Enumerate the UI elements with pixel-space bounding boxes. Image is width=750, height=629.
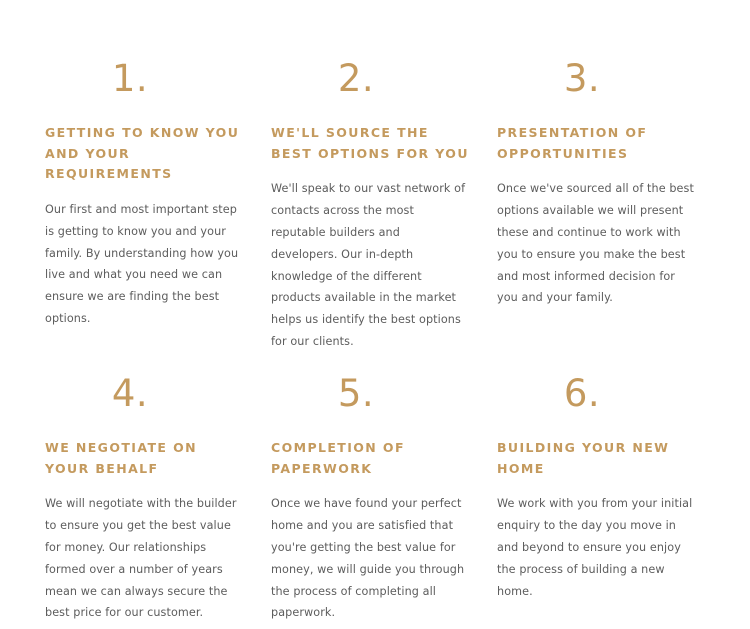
step-body-6: We work with you from your initial enquiry to the day you move in and beyond to ensure you enjoy the process of building a new home. [497, 497, 693, 598]
step-card-5 [271, 372, 497, 624]
step-card-4 [45, 372, 271, 624]
step-body-5: Once we have found your perfect home and you are satisfied that you're getting the best value for money, we will guide you through the process of completing all paperwork. [271, 497, 465, 620]
step-card-2 [271, 57, 497, 353]
step-title-4: WE NEGOTIATE ON YOUR BEHALF [45, 440, 197, 476]
step-body-3: Once we've sourced all of the best options available we will present these and continue to work with you to ensure you make the best and most informed decision for you and your family. [497, 182, 694, 305]
step-number-2: 2. [337, 57, 375, 100]
step-body-4: We will negotiate with the builder to ensure you get the best value for money. Our relationships formed over a number of years mean we can always secure the best price for our customer. [45, 497, 237, 620]
step-title-6: BUILDING YOUR NEW HOME [497, 440, 670, 476]
step-body-1: Our first and most important step is getting to know you and your family. By understanding how you live and what you need we can ensure we are finding the best options. [45, 202, 239, 326]
steps-grid [45, 57, 705, 624]
step-number-5: 5. [337, 372, 375, 415]
step-card-1 [45, 57, 271, 353]
step-body-2: We'll speak to our vast network of contacts across the most reputable builders and developers. Our in-depth knowledge of the different products available in the market helps us identify the best options for our clients. [271, 182, 466, 349]
step-title-3: PRESENTATION OF OPPORTUNITIES [497, 125, 648, 161]
step-number-6: 6. [563, 372, 601, 415]
step-title-5: COMPLETION OF PAPERWORK [271, 440, 405, 476]
step-number-4: 4. [111, 372, 149, 415]
step-title-1: GETTING TO KNOW YOU AND YOUR REQUIREMENTS [45, 125, 240, 182]
step-title-2: WE'LL SOURCE THE BEST OPTIONS FOR YOU [271, 125, 469, 161]
step-card-3 [497, 57, 723, 353]
step-number-3: 3. [563, 57, 601, 100]
step-card-6 [497, 372, 723, 624]
step-number-1: 1. [111, 57, 149, 100]
